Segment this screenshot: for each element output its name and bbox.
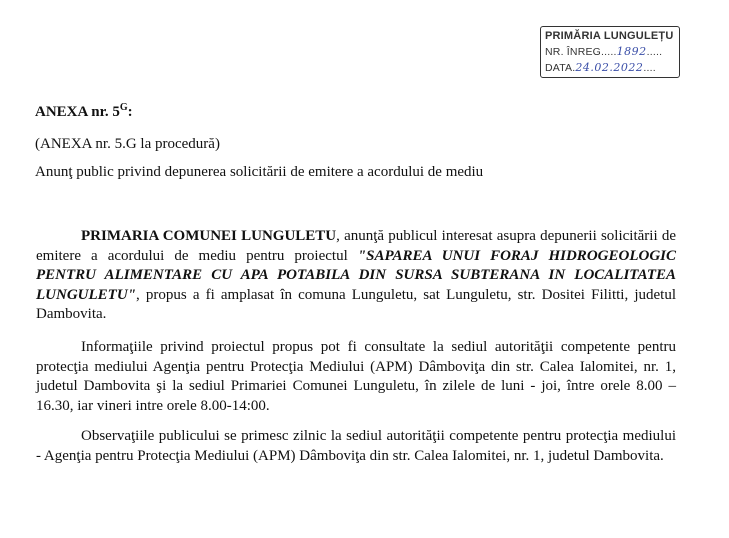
paragraph-observations: Observaţiile publicului se primesc zilnic la sediul autorităţii competente pentru protecţia mediului - Agenţia pentru Protecţia Mediului (APM) Dâmboviţa din str. Calea Ialomitei, nr. 1, judetul Dambovita. — [36, 428, 676, 464]
stamp-registration-line — [545, 44, 675, 60]
paragraph-consultation: Informaţiile privind proiectul propus pot fi consultate la sediul autorităţii competente pentru protecţia mediului Agenţia pentru Protecţia Mediului (APM) Dâmboviţa din str. Calea Ialomitei, nr. 1, judetul Dambovita şi la sediul Primariei Comunei Lunguletu, în zilele de luni - joi, între orele 8.00 – 16.30, iar vineri intre orele 8.00-14:00. — [36, 339, 676, 414]
stamp-reg-number: 1892 — [616, 45, 647, 58]
annex-colon: : — [127, 104, 133, 120]
organization-name: PRIMARIA COMUNEI LUNGULETU — [81, 228, 337, 244]
annex-title — [35, 102, 133, 121]
stamp-title: PRIMĂRIA LUNGULEȚU — [545, 30, 674, 42]
paragraph-request — [36, 227, 676, 325]
stamp-date-value: 24.02.2022 — [575, 61, 644, 74]
annex-superscript: G — [119, 102, 128, 113]
stamp-date-label: DATA. — [545, 62, 576, 74]
project-name: "SAPAREA UNUI FORAJ HIDROGEOLOGIC PENTRU ALIMENTARE CU APA POTABILA DIN SURSA SUBTERANA IN LOCALITATEA LUNGULETU" — [36, 247, 676, 303]
procedure-reference: (ANEXA nr. 5.G la procedură) — [35, 136, 220, 152]
stamp-reg-tail: ..... — [646, 46, 663, 58]
stamp-reg-label: NR. ÎNREG..... — [545, 46, 617, 58]
stamp-date-line — [545, 60, 675, 76]
paragraph-request-text-b: , propus a fi amplasat în comuna Lunguletu, sat Lunguletu, str. Dositei Filitti, judetul Dambovita. — [36, 286, 676, 322]
paragraph-request-text-a: , anunţă publicul interesat asupra depunerii solicitării de emitere a acordului de mediu pentru proiectul — [36, 228, 676, 264]
announcement-title: Anunţ public privind depunerea solicitării de emitere a acordului de mediu — [35, 164, 484, 180]
annex-title-text: ANEXA nr. 5 — [35, 104, 120, 120]
stamp-date-tail: .... — [643, 62, 656, 74]
registration-stamp — [540, 26, 680, 78]
